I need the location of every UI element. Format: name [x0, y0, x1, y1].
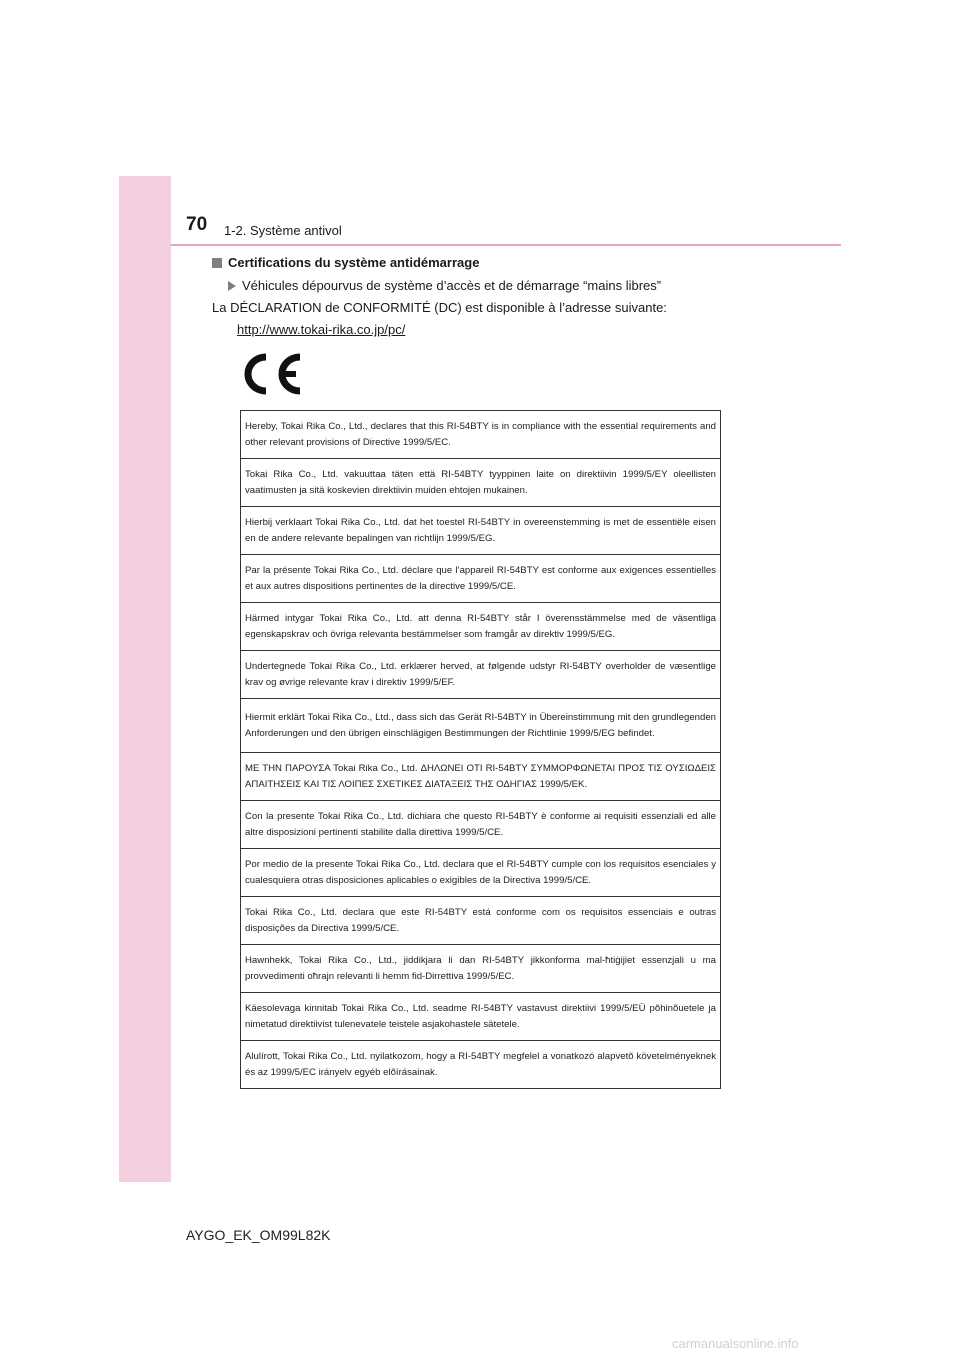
- tokai-rika-link[interactable]: http://www.tokai-rika.co.jp/pc/: [237, 322, 406, 337]
- table-row: [241, 1041, 721, 1089]
- declaration-es: Por medio de la presente Tokai Rika Co., Ltd. declara que el RI-54BTY cumple con los requisitos esenciales y cualesquiera otras disposiciones aplicables o exigibles de la Directiva 1999/5/CE.: [241, 849, 721, 897]
- watermark-text: carmanualsonline.info: [672, 1336, 799, 1351]
- declaration-el: ΜΕ ΤΗΝ ΠΑΡΟΥΣΑ Tokai Rika Co., Ltd. ΔΗΛΩΝΕΙ ΟΤΙ RI-54BTY ΣΥΜΜΟΡΦΩΝΕΤΑΙ ΠΡΟΣ ΤΙΣ ΟΥΣΙΩΔΕΙΣ ΑΠΑΙΤΗΣΕΙΣ ΚΑΙ ΤΙΣ ΛΟΙΠΕΣ ΣΧΕΤΙΚΕΣ ΔΙΑΤΑΞΕΙΣ ΤΗΣ ΟΔΗΓΙΑΣ 1999/5/ΕΚ.: [241, 753, 721, 801]
- declaration-da: Undertegnede Tokai Rika Co., Ltd. erklærer herved, at følgende udstyr RI-54BTY overholder de væsentlige krav og øvrige relevante krav i direktiv 1999/5/EF.: [241, 651, 721, 699]
- square-bullet-icon: [212, 258, 222, 268]
- table-row: [241, 753, 721, 801]
- table-row: [241, 459, 721, 507]
- section-title: 1-2. Système antivol: [224, 223, 342, 238]
- declaration-et: Käesolevaga kinnitab Tokai Rika Co., Ltd. seadme RI-54BTY vastavust direktiivi 1999/5/EÜ põhinõuetele ja nimetatud direktiivist tulenevatele teistele asjakohastele sätetele.: [241, 993, 721, 1041]
- table-row: [241, 897, 721, 945]
- declaration-de: Hiermit erklärt Tokai Rika Co., Ltd., dass sich das Gerät RI-54BTY in Übereinstimmung mit den grundlegenden Anforderungen und den übrigen einschlägigen Bestimmungen der Richtlinie 1999/5/EG befindet.: [241, 699, 721, 753]
- page-number: 70: [186, 214, 208, 235]
- table-row: [241, 801, 721, 849]
- side-color-band: [119, 176, 171, 1182]
- heading-text: Certifications du système antidémarrage: [228, 255, 480, 270]
- conformity-declarations-table: [240, 410, 721, 1089]
- declaration-hu: Alulírott, Tokai Rika Co., Ltd. nyilatkozom, hogy a RI-54BTY megfelel a vonatkozó alapvetõ követelményeknek és az 1999/5/EC irányelv egyéb elõírásainak.: [241, 1041, 721, 1089]
- ce-mark-icon: [238, 351, 304, 397]
- subheading-text: Véhicules dépourvus de système d’accès et de démarrage “mains libres”: [242, 278, 662, 293]
- triangle-bullet-icon: [228, 281, 236, 291]
- declaration-nl: Hierbij verklaart Tokai Rika Co., Ltd. dat het toestel RI-54BTY in overeenstemming is met de essentiële eisen en de andere relevante bepalingen van richtlijn 1999/5/EG.: [241, 507, 721, 555]
- table-row: [241, 603, 721, 651]
- certifications-heading: [212, 255, 479, 270]
- declaration-pt: Tokai Rika Co., Ltd. declara que este RI-54BTY está conforme com os requisitos essenciais e outras disposições da Directiva 1999/5/CE.: [241, 897, 721, 945]
- table-row: [241, 507, 721, 555]
- table-row: [241, 555, 721, 603]
- manual-code: AYGO_EK_OM99L82K: [186, 1227, 331, 1243]
- declaration-mt: Hawnhekk, Tokai Rika Co., Ltd., jiddikjara li dan RI-54BTY jikkonforma mal-ħtiġijiet essenzjali u ma provvedimenti oħrajn relevanti li hemm fid-Dirrettiva 1999/5/EC.: [241, 945, 721, 993]
- declaration-fr: Par la présente Tokai Rika Co., Ltd. déclare que l’appareil RI-54BTY est conforme aux exigences essentielles et aux autres dispositions pertinentes de la directive 1999/5/CE.: [241, 555, 721, 603]
- declaration-fi: Tokai Rika Co., Ltd. vakuuttaa täten että RI-54BTY tyyppinen laite on direktiivin 1999/5/EY oleellisten vaatimusten ja sitä koskevien direktiivin muiden ehtojen mukainen.: [241, 459, 721, 507]
- table-row: [241, 699, 721, 753]
- declaration-it: Con la presente Tokai Rika Co., Ltd. dichiara che questo RI-54BTY è conforme ai requisiti essenziali ed alle altre disposizioni pertinenti stabilite dalla direttiva 1999/5/CE.: [241, 801, 721, 849]
- header-divider: [171, 244, 841, 246]
- table-row: [241, 945, 721, 993]
- table-row: [241, 651, 721, 699]
- vehicle-type-subheading: [228, 278, 661, 293]
- doc-intro-text: La DÉCLARATION de CONFORMITÉ (DC) est disponible à l’adresse suivante:: [212, 300, 667, 315]
- table-row: [241, 849, 721, 897]
- declaration-en: Hereby, Tokai Rika Co., Ltd., declares that this RI-54BTY is in compliance with the essential requirements and other relevant provisions of Directive 1999/5/EC.: [241, 411, 721, 459]
- declaration-sv: Härmed intygar Tokai Rika Co., Ltd. att denna RI-54BTY står I överensstämmelse med de väsentliga egenskapskrav och övriga relevanta bestämmelser som framgår av direktiv 1999/5/EG.: [241, 603, 721, 651]
- table-row: [241, 411, 721, 459]
- table-row: [241, 993, 721, 1041]
